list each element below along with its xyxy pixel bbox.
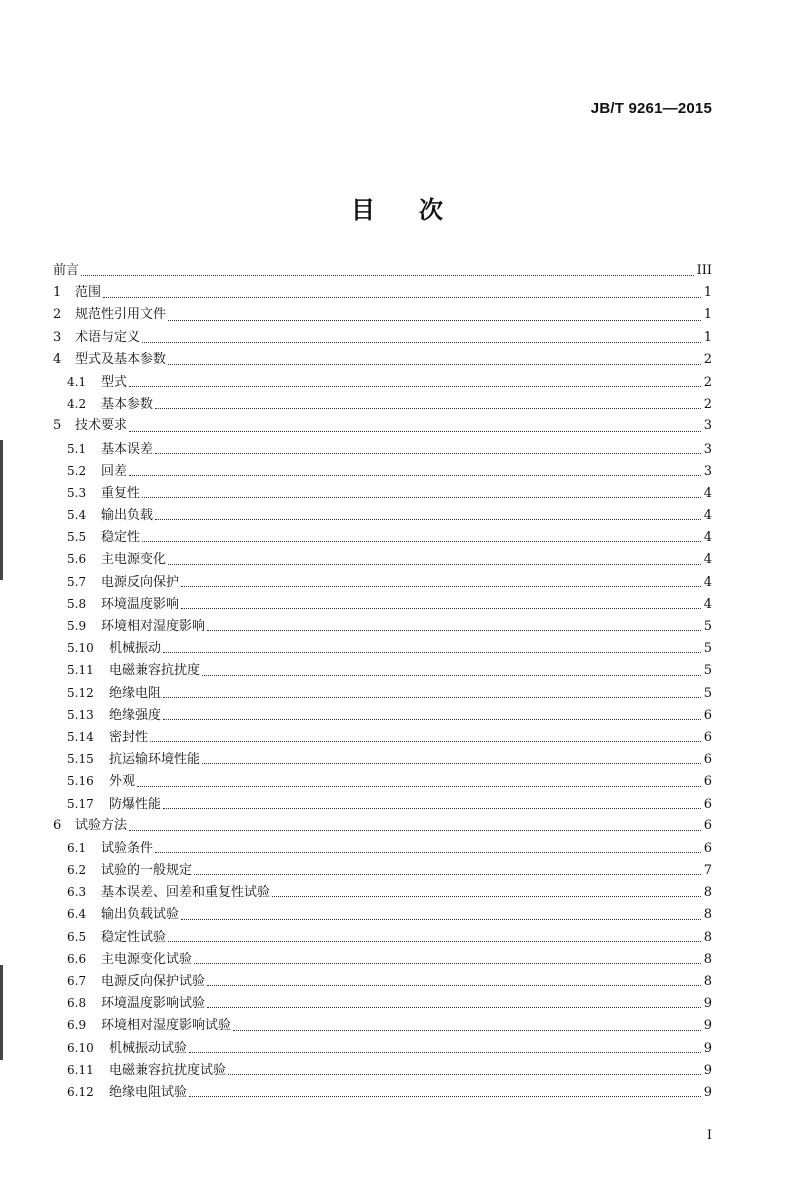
toc-entry-title: 电源反向保护 bbox=[101, 574, 180, 590]
toc-entry[interactable] bbox=[53, 460, 712, 482]
toc-entry-title: 机械振动 bbox=[109, 641, 162, 657]
toc-entry-page: 4 bbox=[703, 508, 712, 524]
toc-entry-number: 5.13 bbox=[67, 707, 94, 722]
toc-entry-page: 3 bbox=[703, 441, 712, 457]
toc-entry-page: 6 bbox=[703, 796, 712, 812]
toc-entry-title: 基本误差 bbox=[101, 441, 154, 457]
toc-entry-page: 4 bbox=[703, 485, 712, 501]
toc-entry-page: 4 bbox=[703, 552, 712, 568]
toc-entry-page: III bbox=[696, 263, 712, 278]
toc-entry-title: 绝缘电阻 bbox=[109, 685, 162, 701]
toc-entry-page: 4 bbox=[703, 574, 712, 590]
standard-code: JB/T 9261—2015 bbox=[590, 100, 712, 117]
toc-dot-leader bbox=[233, 1029, 701, 1031]
toc-entry-title: 试验条件 bbox=[101, 840, 154, 856]
toc-entry[interactable] bbox=[53, 815, 712, 837]
toc-entry[interactable] bbox=[53, 1081, 712, 1103]
toc-entry-title: 绝缘电阻试验 bbox=[109, 1084, 188, 1100]
toc-dot-leader bbox=[181, 585, 701, 587]
toc-title bbox=[0, 190, 794, 225]
toc-entry-title: 技术要求 bbox=[75, 418, 128, 434]
toc-dot-leader bbox=[81, 274, 694, 276]
toc-entry-page: 6 bbox=[703, 817, 712, 833]
toc-dot-leader bbox=[228, 1073, 701, 1075]
toc-entry-title: 前言 bbox=[53, 263, 80, 278]
toc-entry[interactable] bbox=[53, 327, 712, 349]
toc-entry-page: 8 bbox=[703, 929, 712, 945]
toc-dot-leader bbox=[202, 674, 701, 676]
toc-entry-page: 6 bbox=[703, 707, 712, 723]
toc-entry[interactable] bbox=[53, 1037, 712, 1059]
page-number: I bbox=[706, 1128, 712, 1143]
toc-entry[interactable] bbox=[53, 571, 712, 593]
scan-edge-mark bbox=[0, 440, 3, 580]
toc-dot-leader bbox=[202, 762, 701, 764]
toc-entry-number: 6.7 bbox=[67, 974, 87, 988]
toc-entry[interactable] bbox=[53, 304, 712, 326]
toc-entry-title: 电源反向保护试验 bbox=[101, 974, 206, 989]
toc-dot-leader bbox=[150, 740, 701, 742]
toc-dot-leader bbox=[163, 696, 701, 698]
toc-entry-title: 重复性 bbox=[101, 485, 141, 501]
toc-entry-number: 4.2 bbox=[67, 397, 87, 412]
toc-entry[interactable] bbox=[53, 948, 712, 970]
toc-entry-page: 3 bbox=[703, 463, 712, 479]
toc-entry-page: 8 bbox=[703, 951, 712, 967]
toc-entry-number: 6.12 bbox=[67, 1084, 94, 1099]
toc-dot-leader bbox=[155, 452, 701, 454]
toc-entry-title: 试验的一般规定 bbox=[101, 863, 193, 879]
toc-entry-page: 5 bbox=[703, 619, 712, 634]
toc-entry-title: 基本误差、回差和重复性试验 bbox=[101, 885, 271, 901]
toc-entry[interactable] bbox=[53, 837, 712, 859]
toc-entry-title: 电磁兼容抗扰度试验 bbox=[109, 1062, 227, 1078]
toc-entry[interactable] bbox=[53, 704, 712, 726]
toc-entry-number: 6.4 bbox=[67, 907, 87, 922]
toc-dot-leader bbox=[129, 430, 701, 432]
toc-entry-title: 输出负载试验 bbox=[101, 907, 180, 923]
toc-entry[interactable] bbox=[53, 637, 712, 659]
toc-entry[interactable] bbox=[53, 371, 712, 393]
toc-entry[interactable] bbox=[53, 615, 712, 637]
toc-entry-title: 型式及基本参数 bbox=[75, 351, 167, 367]
toc-entry-number: 5.2 bbox=[67, 463, 87, 478]
toc-dot-leader bbox=[168, 563, 701, 565]
toc-entry-title: 环境温度影响试验 bbox=[101, 996, 206, 1012]
toc-entry-title: 范围 bbox=[75, 285, 102, 301]
toc-entry-number: 4 bbox=[53, 351, 62, 367]
toc-entry-page: 9 bbox=[703, 1018, 712, 1034]
toc-entry[interactable] bbox=[53, 770, 712, 792]
toc-entry-page: 1 bbox=[703, 329, 712, 345]
toc-entry-title: 绝缘强度 bbox=[109, 707, 162, 723]
toc-entry-page: 3 bbox=[703, 418, 712, 434]
toc-entry-number: 5.12 bbox=[67, 685, 94, 700]
toc-entry[interactable] bbox=[53, 548, 712, 570]
toc-entry[interactable] bbox=[53, 793, 712, 815]
toc-entry-number: 6.1 bbox=[67, 840, 87, 855]
toc-entry-page: 8 bbox=[703, 907, 712, 923]
toc-entry-page: 8 bbox=[703, 885, 712, 901]
toc-entry-number: 6.3 bbox=[67, 885, 87, 900]
toc-entry-page: 6 bbox=[703, 752, 712, 768]
toc-dot-leader bbox=[194, 962, 701, 964]
toc-dot-leader bbox=[129, 474, 701, 476]
toc-entry-number: 5.1 bbox=[67, 441, 87, 456]
toc-entry[interactable] bbox=[53, 415, 712, 437]
toc-dot-leader bbox=[103, 296, 701, 298]
toc-dot-leader bbox=[168, 363, 701, 365]
toc-entry[interactable] bbox=[53, 881, 712, 903]
toc-dot-leader bbox=[163, 807, 701, 809]
toc-dot-leader bbox=[163, 718, 701, 720]
toc-entry-page: 8 bbox=[703, 974, 712, 989]
toc-entry-page: 4 bbox=[703, 530, 712, 546]
toc-entry[interactable] bbox=[53, 682, 712, 704]
toc-dot-leader bbox=[142, 341, 701, 343]
toc-dot-leader bbox=[181, 918, 701, 920]
toc-title-char-1: 目 bbox=[351, 196, 375, 224]
toc-dot-leader bbox=[194, 873, 701, 875]
toc-entry-title: 抗运输环境性能 bbox=[109, 752, 201, 768]
toc-dot-leader bbox=[155, 518, 701, 520]
toc-entry-page: 6 bbox=[703, 840, 712, 856]
toc-entry-page: 9 bbox=[703, 1062, 712, 1078]
toc-entry-number: 6.8 bbox=[67, 996, 87, 1011]
toc-dot-leader bbox=[163, 651, 701, 653]
toc-entry-page: 2 bbox=[703, 374, 712, 390]
toc-entry-number: 3 bbox=[53, 329, 62, 345]
toc-entry[interactable] bbox=[53, 438, 712, 460]
toc-entry[interactable] bbox=[53, 859, 712, 881]
toc-entry-page: 4 bbox=[703, 596, 712, 612]
toc-entry[interactable] bbox=[53, 260, 712, 282]
toc-entry[interactable] bbox=[53, 903, 712, 925]
toc-entry-number: 5.4 bbox=[67, 508, 87, 523]
table-of-contents bbox=[53, 260, 712, 1103]
toc-dot-leader bbox=[137, 785, 701, 787]
toc-dot-leader bbox=[129, 829, 701, 831]
toc-entry-title: 型式 bbox=[101, 374, 128, 390]
toc-entry-number: 5.10 bbox=[67, 641, 94, 656]
toc-entry-title: 基本参数 bbox=[101, 397, 154, 413]
toc-entry-number: 5 bbox=[53, 418, 62, 434]
toc-dot-leader bbox=[189, 1051, 701, 1053]
toc-entry-page: 5 bbox=[703, 641, 712, 657]
toc-entry[interactable] bbox=[53, 1014, 712, 1036]
toc-dot-leader bbox=[168, 940, 701, 942]
toc-entry[interactable] bbox=[53, 1059, 712, 1081]
toc-entry-number: 5.5 bbox=[67, 530, 87, 545]
toc-entry-number: 6.10 bbox=[67, 1040, 94, 1055]
toc-entry-number: 5.14 bbox=[67, 729, 94, 744]
toc-entry-page: 2 bbox=[703, 351, 712, 367]
toc-dot-leader bbox=[189, 1095, 701, 1097]
toc-entry-number: 5.17 bbox=[67, 796, 94, 811]
toc-dot-leader bbox=[207, 1006, 701, 1008]
toc-entry-number: 5.3 bbox=[67, 485, 87, 500]
toc-entry-number: 4.1 bbox=[67, 374, 87, 389]
toc-entry-number: 5.7 bbox=[67, 574, 87, 589]
toc-entry-title: 输出负载 bbox=[101, 508, 154, 524]
toc-entry[interactable] bbox=[53, 393, 712, 415]
toc-entry-title: 规范性引用文件 bbox=[75, 307, 167, 323]
toc-dot-leader bbox=[142, 540, 701, 542]
toc-entry-title: 回差 bbox=[101, 463, 128, 479]
toc-entry-title: 主电源变化 bbox=[101, 552, 167, 568]
toc-entry-title: 环境相对湿度影响试验 bbox=[101, 1018, 232, 1034]
toc-entry-page: 1 bbox=[703, 307, 712, 323]
toc-entry[interactable] bbox=[53, 482, 712, 504]
toc-entry-page: 5 bbox=[703, 663, 712, 679]
toc-dot-leader bbox=[142, 496, 701, 498]
toc-entry-title: 防爆性能 bbox=[109, 796, 162, 812]
toc-entry-page: 2 bbox=[703, 397, 712, 413]
toc-entry-number: 2 bbox=[53, 307, 62, 323]
toc-entry-title: 稳定性 bbox=[101, 530, 141, 546]
toc-entry-page: 9 bbox=[703, 1084, 712, 1100]
toc-entry-page: 9 bbox=[703, 996, 712, 1012]
toc-entry-page: 5 bbox=[703, 685, 712, 701]
toc-entry-number: 5.8 bbox=[67, 596, 87, 611]
toc-dot-leader bbox=[272, 895, 701, 897]
toc-entry[interactable] bbox=[53, 349, 712, 371]
toc-entry-title: 机械振动试验 bbox=[109, 1040, 188, 1056]
toc-entry[interactable] bbox=[53, 726, 712, 748]
toc-entry-number: 1 bbox=[53, 285, 62, 301]
toc-entry-number: 6.5 bbox=[67, 929, 87, 944]
toc-dot-leader bbox=[207, 984, 701, 986]
toc-entry-page: 6 bbox=[703, 774, 712, 790]
toc-entry-title: 稳定性试验 bbox=[101, 929, 167, 945]
toc-entry[interactable] bbox=[53, 526, 712, 548]
toc-entry[interactable] bbox=[53, 992, 712, 1014]
toc-entry[interactable] bbox=[53, 504, 712, 526]
toc-entry[interactable] bbox=[53, 593, 712, 615]
toc-entry-title: 环境温度影响 bbox=[101, 596, 180, 612]
toc-entry-number: 5.9 bbox=[67, 619, 87, 633]
toc-entry[interactable] bbox=[53, 282, 712, 304]
toc-dot-leader bbox=[168, 319, 701, 321]
toc-entry-number: 6.11 bbox=[67, 1062, 94, 1077]
toc-dot-leader bbox=[155, 851, 701, 853]
toc-entry-title: 电磁兼容抗扰度 bbox=[109, 663, 201, 679]
toc-dot-leader bbox=[181, 607, 701, 609]
toc-entry-title: 外观 bbox=[109, 774, 136, 790]
scan-edge-mark bbox=[0, 965, 3, 1060]
toc-dot-leader bbox=[129, 385, 701, 387]
toc-entry-number: 6.9 bbox=[67, 1018, 87, 1033]
toc-dot-leader bbox=[207, 629, 701, 631]
toc-title-char-2: 次 bbox=[419, 196, 443, 224]
toc-entry-number: 6 bbox=[53, 817, 62, 833]
toc-entry-page: 7 bbox=[703, 863, 712, 879]
toc-entry-page: 1 bbox=[703, 285, 712, 301]
toc-entry-page: 9 bbox=[703, 1040, 712, 1056]
toc-entry[interactable] bbox=[53, 659, 712, 681]
toc-entry-title: 术语与定义 bbox=[75, 329, 141, 345]
toc-entry-page: 6 bbox=[703, 729, 712, 745]
toc-entry-number: 5.11 bbox=[67, 663, 94, 678]
toc-dot-leader bbox=[155, 407, 701, 409]
toc-entry-number: 5.15 bbox=[67, 752, 94, 767]
toc-entry-title: 试验方法 bbox=[75, 817, 128, 833]
toc-entry-number: 5.16 bbox=[67, 774, 94, 789]
toc-entry-number: 5.6 bbox=[67, 552, 87, 567]
toc-entry-title: 主电源变化试验 bbox=[101, 951, 193, 967]
toc-entry-number: 6.6 bbox=[67, 951, 87, 966]
toc-entry-title: 密封性 bbox=[109, 729, 149, 745]
toc-entry[interactable] bbox=[53, 748, 712, 770]
toc-entry[interactable] bbox=[53, 926, 712, 948]
toc-entry[interactable] bbox=[53, 970, 712, 992]
toc-entry-number: 6.2 bbox=[67, 863, 87, 878]
toc-entry-title: 环境相对湿度影响 bbox=[101, 619, 206, 634]
